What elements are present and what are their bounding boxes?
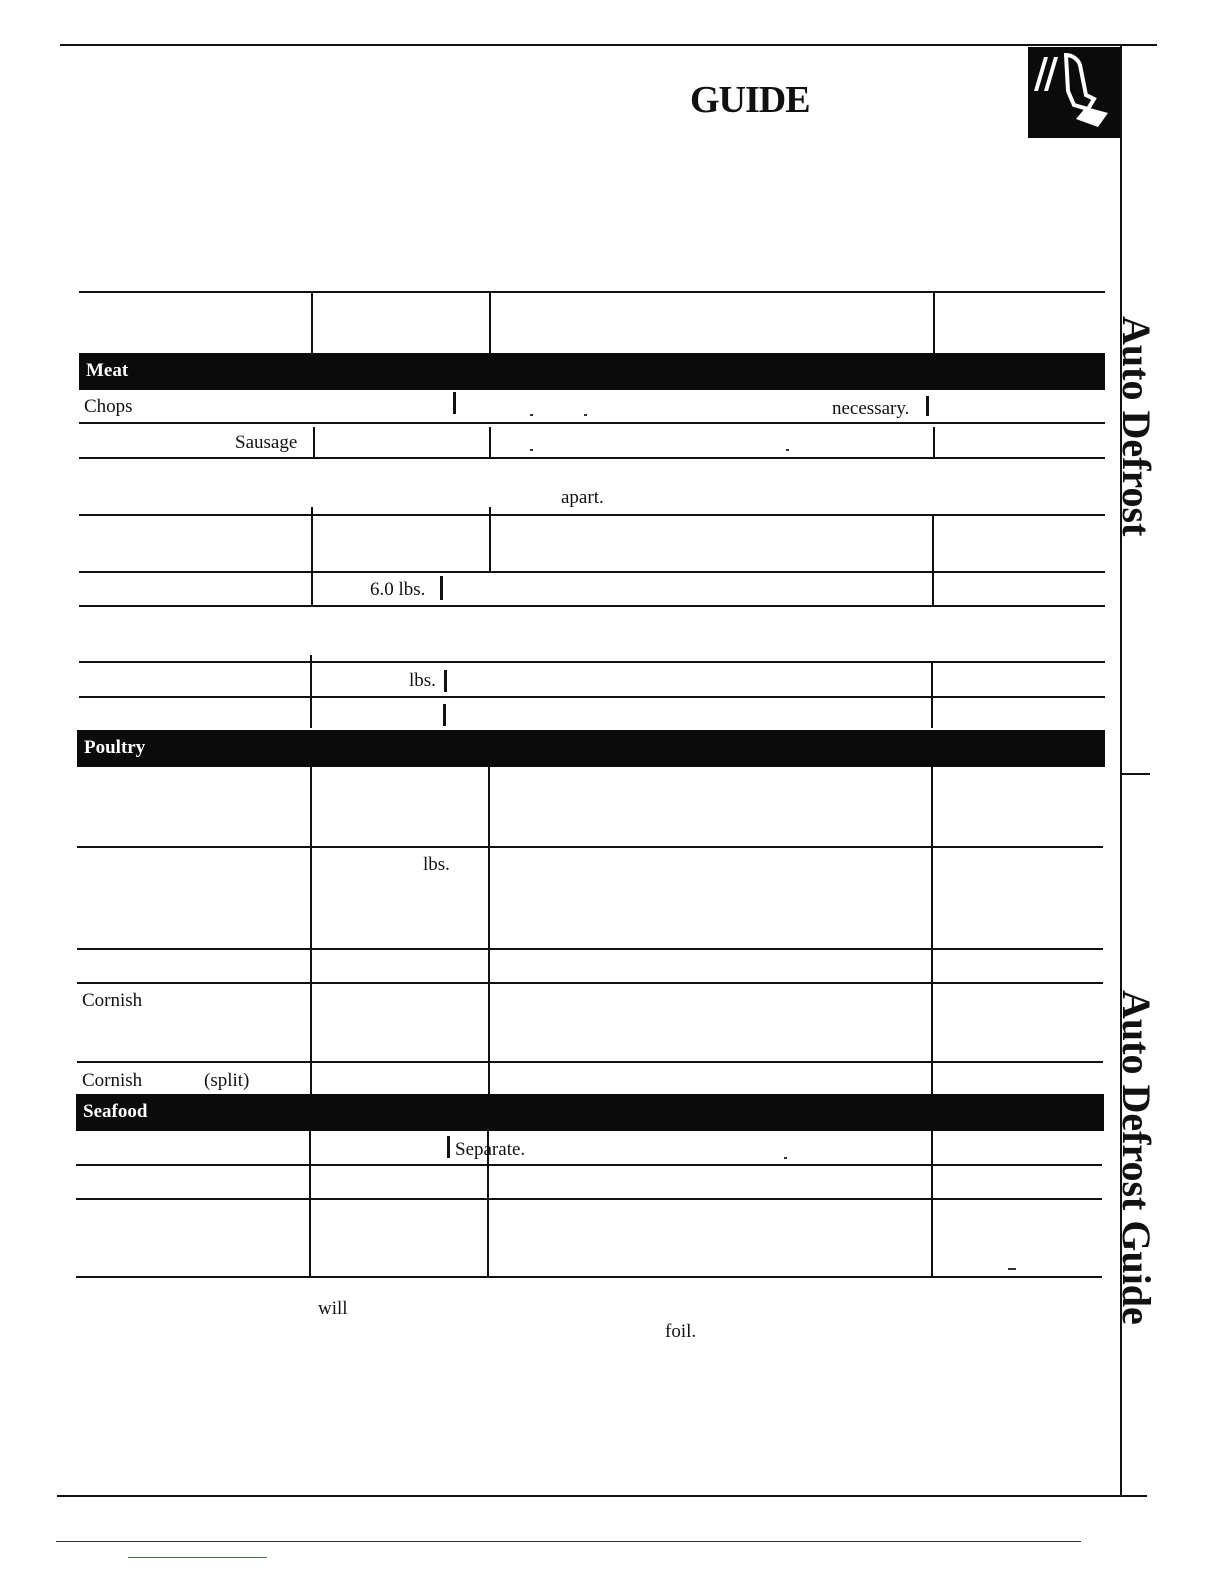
row-rule	[79, 514, 1105, 516]
speck	[784, 1157, 787, 1159]
table-top-rule	[79, 291, 1105, 293]
section-poultry-label: Poultry	[84, 737, 146, 758]
row-mark	[443, 704, 446, 726]
col-divider-3	[931, 1131, 933, 1278]
side-tab-upper: Auto Defrost	[1114, 316, 1159, 537]
speck	[1008, 1268, 1016, 1270]
col-divider-3	[931, 661, 933, 728]
row-rule	[77, 846, 1103, 848]
speck	[786, 449, 789, 451]
cell-apart: apart.	[561, 487, 604, 508]
top-rule	[60, 44, 1157, 46]
col-divider-1	[310, 767, 312, 1097]
footnote-foil: foil.	[665, 1321, 697, 1342]
footer-rule	[56, 1541, 1081, 1542]
cell-cornish-1: Cornish	[82, 990, 143, 1011]
table-bottom-rule	[76, 1276, 1102, 1278]
cell-split: (split)	[204, 1070, 250, 1091]
col-divider-1	[310, 655, 312, 728]
cell-lbs-poultry: lbs.	[423, 854, 450, 875]
row-rule	[76, 1164, 1102, 1166]
col-divider-3	[933, 427, 935, 458]
row-rule	[77, 982, 1103, 984]
speck	[530, 449, 533, 451]
section-poultry	[77, 730, 1105, 767]
cell-lbs-meat: lbs.	[409, 670, 436, 691]
col-divider-1	[311, 291, 313, 353]
row-rule	[79, 605, 1105, 607]
cell-chops: Chops	[84, 396, 133, 417]
col-divider-2	[489, 507, 491, 571]
row-mark	[444, 670, 447, 692]
col-divider-1	[311, 507, 313, 571]
col-divider-3	[931, 767, 933, 1097]
row-mark	[926, 396, 929, 416]
col-divider-3	[932, 514, 934, 571]
row-rule	[77, 948, 1103, 950]
row-rule	[76, 1198, 1102, 1200]
row-rule	[79, 661, 1105, 663]
row-rule	[79, 457, 1105, 459]
col-divider-2	[488, 767, 490, 1097]
bottom-rule	[57, 1495, 1147, 1497]
cell-separate: Separate.	[455, 1139, 526, 1160]
speck	[530, 414, 533, 416]
col-divider-3	[932, 571, 934, 605]
col-divider-1	[313, 427, 315, 458]
cell-necessary: necessary.	[832, 398, 910, 419]
footnote-will: will	[318, 1298, 348, 1319]
section-seafood-label: Seafood	[83, 1101, 148, 1122]
row-rule	[77, 1061, 1103, 1063]
row-mark	[440, 576, 443, 600]
row-mark	[453, 392, 456, 414]
col-divider-2	[489, 291, 491, 353]
col-divider-1	[311, 571, 313, 605]
row-mark	[447, 1136, 450, 1158]
section-meat-label: Meat	[86, 360, 129, 381]
section-meat	[79, 353, 1105, 390]
side-tab-lower: Auto Defrost Guide	[1114, 990, 1159, 1325]
hand-press-icon	[1028, 47, 1122, 138]
cell-cornish-2: Cornish	[82, 1070, 143, 1091]
row-rule	[79, 422, 1105, 424]
page-title: GUIDE	[690, 79, 810, 121]
speck	[584, 414, 587, 416]
footer-link-underline	[128, 1557, 267, 1558]
row-rule	[79, 571, 1105, 573]
col-divider-1	[309, 1131, 311, 1278]
corner-tab	[1028, 47, 1122, 138]
col-divider-2	[489, 427, 491, 458]
side-rail-divider	[1120, 773, 1150, 775]
col-divider-3	[933, 291, 935, 353]
cell-sausage: Sausage	[235, 432, 298, 453]
section-seafood	[76, 1094, 1104, 1131]
row-rule	[79, 696, 1105, 698]
cell-six-lbs: 6.0 lbs.	[370, 579, 426, 600]
